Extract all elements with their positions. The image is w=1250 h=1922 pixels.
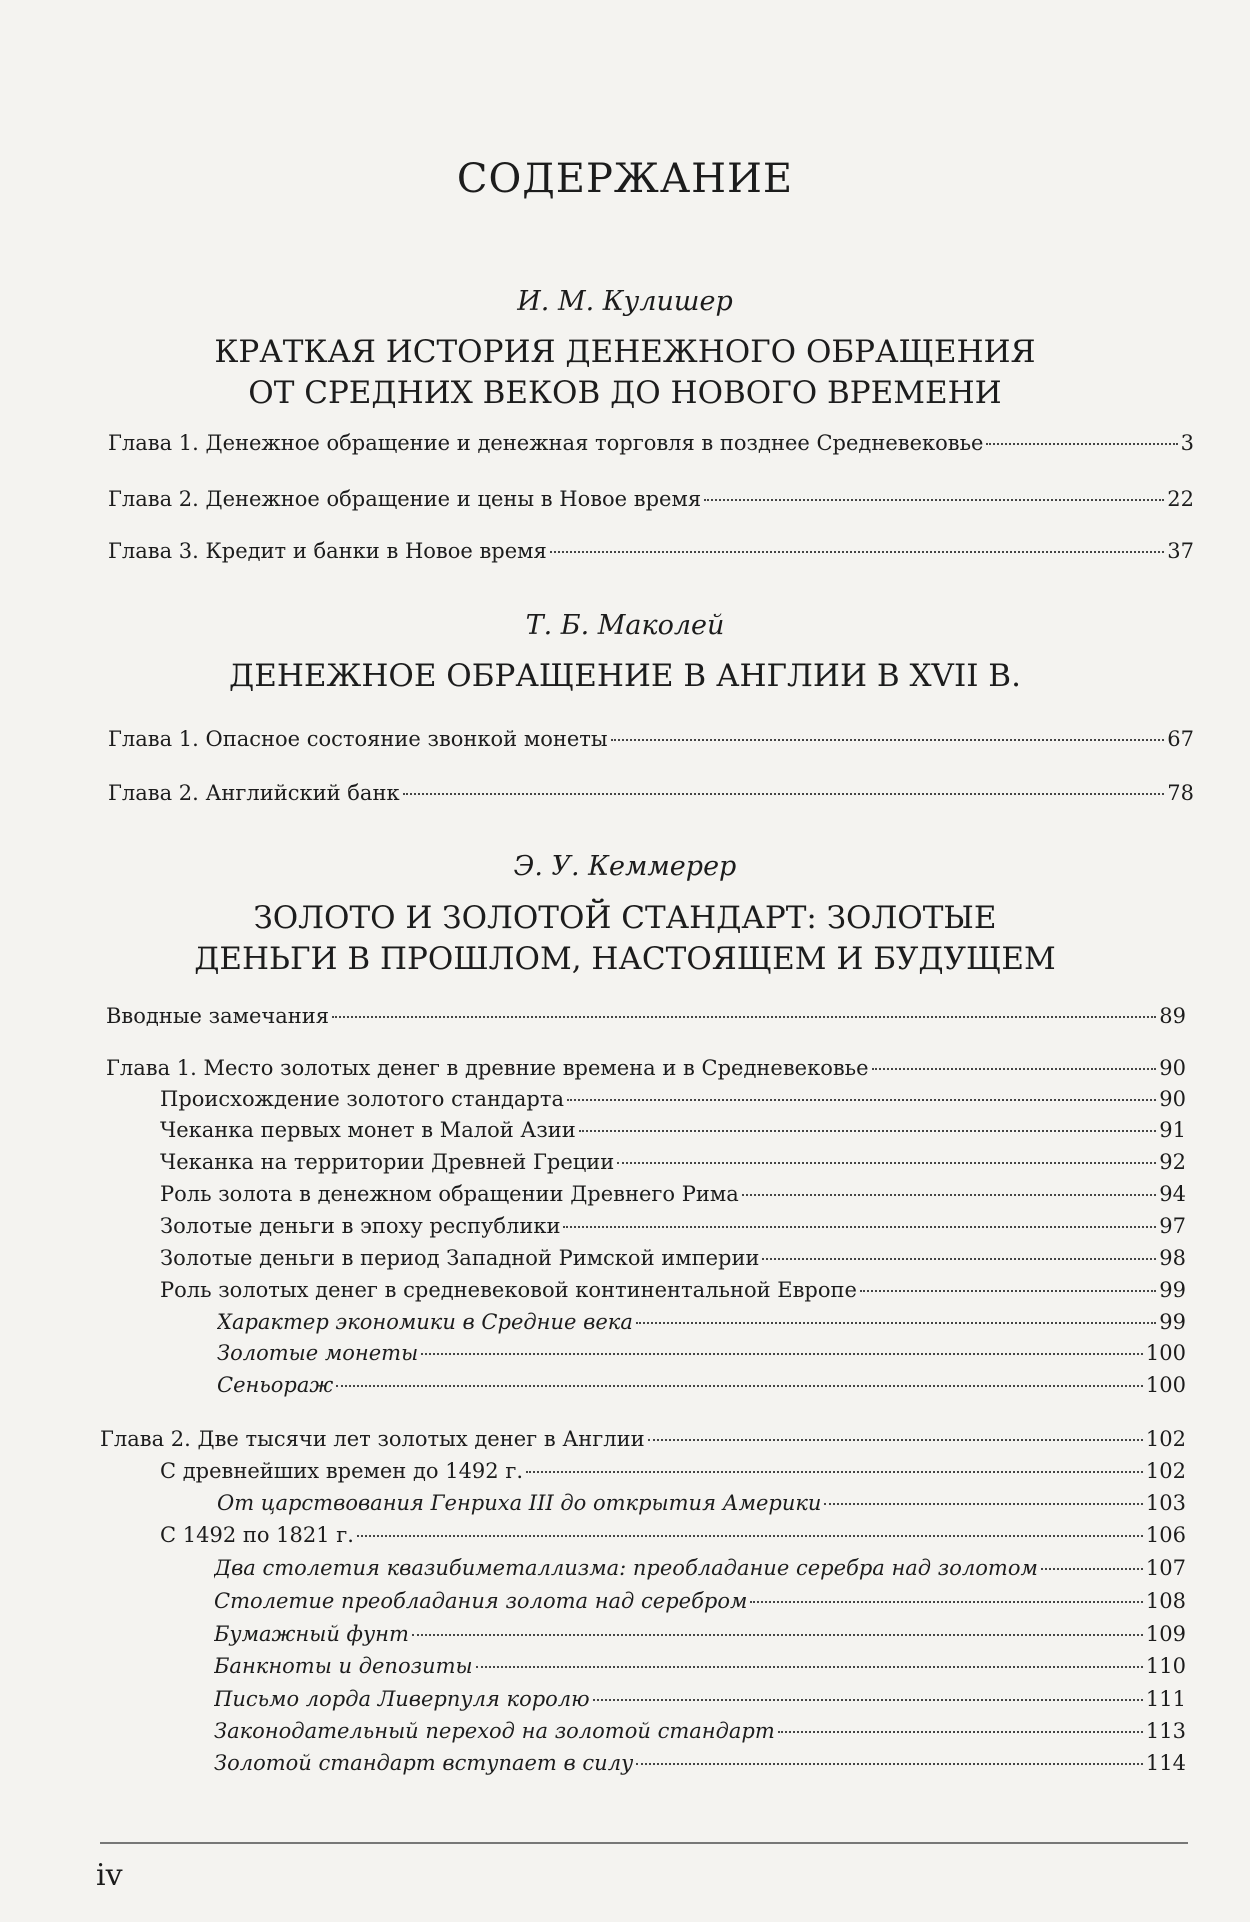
section-title [0,898,1250,980]
toc-entry[interactable] [160,1278,1186,1302]
section-title-line: КРАТКАЯ ИСТОРИЯ ДЕНЕЖНОГО ОБРАЩЕНИЯ [214,334,1036,370]
section-author: И. М. Кулишер [517,286,733,317]
toc-entry-label: С древнейших времен до 1492 г. [160,1459,523,1483]
toc-entry-label: Чеканка на территории Древней Греции [160,1150,615,1174]
toc-entry-page: 22 [1167,487,1194,511]
toc-entry[interactable] [214,1751,1186,1775]
toc-entry-page: 103 [1145,1491,1186,1515]
toc-entry[interactable] [217,1341,1186,1365]
toc-entry[interactable] [108,431,1194,455]
leader-dots [567,1099,1156,1101]
toc-entry-page: 109 [1145,1622,1186,1646]
toc-entry-label: Два столетия квазибиметаллизма: преобладание серебра над золотом [214,1556,1038,1580]
toc-entry-page: 90 [1159,1056,1186,1080]
toc-entry-label: Происхождение золотого стандарта [160,1087,565,1111]
toc-entry-page: 97 [1159,1214,1186,1238]
toc-entry[interactable] [217,1310,1186,1334]
leader-dots [563,1226,1156,1228]
leader-dots [403,793,1165,795]
footer-rule [100,1842,1188,1844]
toc-entry-page: 102 [1145,1427,1186,1451]
toc-entry-label: Глава 1. Место золотых денег в древние времена и в Средневековье [106,1056,869,1080]
toc-entry[interactable] [217,1491,1186,1515]
toc-entry[interactable] [214,1589,1186,1613]
toc-entry[interactable] [160,1523,1186,1547]
toc-entry-page: 99 [1159,1310,1186,1334]
toc-entry-label: Характер экономики в Средние века [217,1310,633,1334]
section-title-line: ОТ СРЕДНИХ ВЕКОВ ДО НОВОГО ВРЕМЕНИ [248,375,1002,411]
toc-entry[interactable] [214,1687,1186,1711]
toc-entry-label: От царствования Генриха III до открытия Америки [217,1491,822,1515]
toc-entry-label: Глава 1. Денежное обращение и денежная торговля в позднее Средневековье [108,431,984,455]
leader-dots [1041,1568,1143,1570]
toc-entry-label: Глава 1. Опасное состояние звонкой монеты [108,727,608,751]
leader-dots [421,1353,1143,1355]
toc-entry[interactable] [214,1622,1186,1646]
toc-entry-label: Глава 2. Две тысячи лет золотых денег в Англии [100,1427,645,1451]
toc-entry[interactable] [106,1004,1186,1028]
toc-entry[interactable] [106,1056,1186,1080]
toc-entry-page: 98 [1159,1246,1186,1270]
toc-entry-label: Письмо лорда Ливерпуля королю [214,1687,590,1711]
toc-entry-page: 89 [1159,1004,1186,1028]
toc-entry-page: 110 [1145,1654,1186,1678]
toc-entry[interactable] [108,487,1194,511]
leader-dots [860,1290,1156,1292]
toc-entry-page: 3 [1180,431,1194,455]
leader-dots [357,1535,1143,1537]
leader-dots [986,443,1177,445]
toc-entry-label: Золотые деньги в эпоху республики [160,1214,561,1238]
leader-dots [824,1503,1142,1505]
leader-dots [593,1699,1143,1701]
toc-entry[interactable] [100,1427,1186,1451]
toc-entry-page: 37 [1167,539,1194,563]
leader-dots [648,1439,1143,1441]
leader-dots [778,1731,1143,1733]
leader-dots [476,1666,1143,1668]
toc-entry-page: 92 [1159,1150,1186,1174]
section-title [0,332,1250,414]
leader-dots [332,1016,1156,1018]
toc-entry[interactable] [160,1087,1186,1111]
toc-entry[interactable] [217,1373,1186,1397]
toc-entry-label: Бумажный фунт [214,1622,409,1646]
page-number: iv [96,1858,123,1893]
section-title [0,656,1250,697]
leader-dots [526,1471,1143,1473]
toc-entry-page: 78 [1167,781,1194,805]
toc-entry-label: Роль золота в денежном обращении Древнего Рима [160,1182,739,1206]
page-title: СОДЕРЖАНИЕ [456,156,794,202]
toc-entry[interactable] [160,1214,1186,1238]
toc-entry-label: Сеньораж [217,1373,334,1397]
toc-entry-page: 102 [1145,1459,1186,1483]
toc-entry[interactable] [108,539,1194,563]
toc-entry[interactable] [160,1246,1186,1270]
leader-dots [636,1763,1143,1765]
toc-entry-page: 113 [1145,1719,1186,1743]
toc-entry-label: Золотые монеты [217,1341,419,1365]
section-title-line: ДЕНЕЖНОЕ ОБРАЩЕНИЕ В АНГЛИИ В XVII В. [229,658,1021,694]
toc-entry-page: 100 [1145,1341,1186,1365]
toc-entry[interactable] [214,1556,1186,1580]
toc-entry[interactable] [160,1118,1186,1142]
toc-entry-page: 67 [1167,727,1194,751]
section-author: Э. У. Кеммерер [513,851,737,882]
toc-entry-page: 91 [1159,1118,1186,1142]
leader-dots [579,1130,1157,1132]
toc-entry-page: 114 [1145,1751,1186,1775]
toc-entry-label: Столетие преобладания золота над серебром [214,1589,748,1613]
toc-entry-label: Глава 2. Английский банк [108,781,400,805]
toc-entry-page: 111 [1145,1687,1186,1711]
section-title-line: ДЕНЬГИ В ПРОШЛОМ, НАСТОЯЩЕМ И БУДУЩЕМ [194,941,1056,977]
leader-dots [611,739,1165,741]
toc-entry-page: 107 [1145,1556,1186,1580]
toc-entry[interactable] [108,781,1194,805]
toc-entry-page: 99 [1159,1278,1186,1302]
leader-dots [636,1322,1156,1324]
leader-dots [550,551,1165,553]
leader-dots [742,1194,1157,1196]
toc-entry-label: Золотые деньги в период Западной Римской империи [160,1246,760,1270]
section-title-line: ЗОЛОТО И ЗОЛОТОЙ СТАНДАРТ: ЗОЛОТЫЕ [253,900,997,936]
leader-dots [617,1162,1156,1164]
toc-entry[interactable] [108,727,1194,751]
toc-entry-page: 94 [1159,1182,1186,1206]
toc-entry-label: Глава 3. Кредит и банки в Новое время [108,539,547,563]
leader-dots [704,499,1164,501]
toc-entry-label: Глава 2. Денежное обращение и цены в Новое время [108,487,702,511]
toc-entry-page: 100 [1145,1373,1186,1397]
leader-dots [412,1634,1143,1636]
toc-entry-page: 90 [1159,1087,1186,1111]
toc-entry-label: Вводные замечания [106,1004,330,1028]
section-author: Т. Б. Маколей [525,610,725,641]
toc-entry[interactable] [214,1654,1186,1678]
toc-entry-label: Банкноты и депозиты [214,1654,473,1678]
toc-entry-label: Чеканка первых монет в Малой Азии [160,1118,576,1142]
toc-entry[interactable] [160,1150,1186,1174]
leader-dots [872,1068,1157,1070]
toc-entry[interactable] [214,1719,1186,1743]
toc-entry[interactable] [160,1182,1186,1206]
toc-entry-label: Золотой стандарт вступает в силу [214,1751,634,1775]
toc-entry-page: 108 [1145,1589,1186,1613]
leader-dots [762,1258,1156,1260]
leader-dots [750,1601,1142,1603]
toc-entry[interactable] [160,1459,1186,1483]
toc-entry-label: Роль золотых денег в средневековой континентальной Европе [160,1278,857,1302]
leader-dots [336,1385,1143,1387]
toc-entry-page: 106 [1145,1523,1186,1547]
toc-entry-label: Законодательный переход на золотой стандарт [214,1719,775,1743]
toc-entry-label: С 1492 по 1821 г. [160,1523,354,1547]
